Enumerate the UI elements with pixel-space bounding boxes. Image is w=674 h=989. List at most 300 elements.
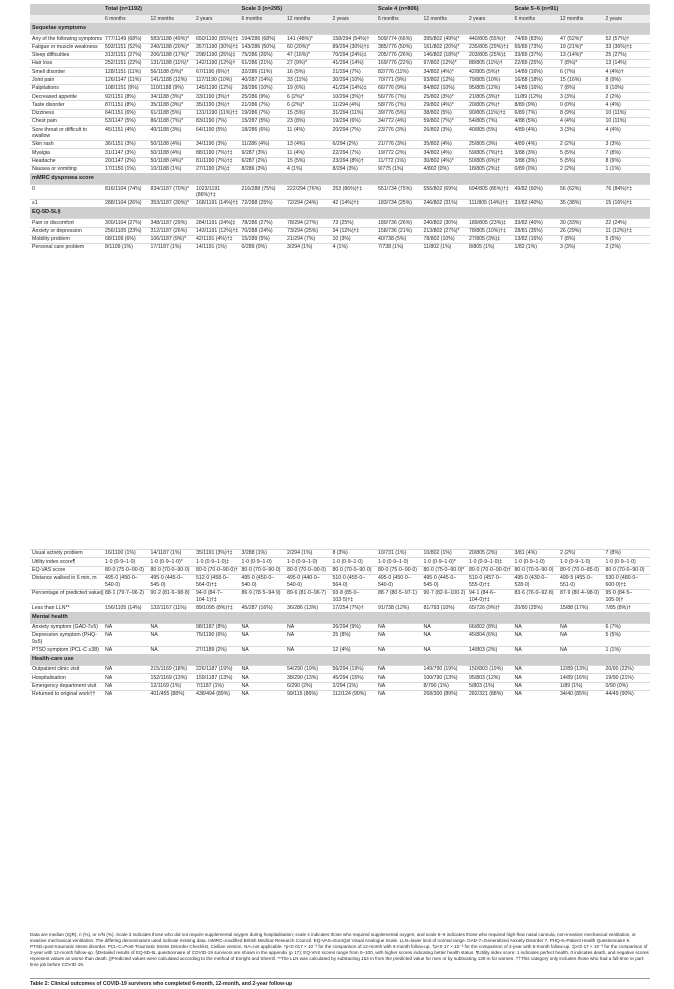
data-cell: 6/287 (2%) [241, 157, 287, 165]
table-row [30, 118, 650, 126]
data-cell: 216/288 (75%) [241, 185, 287, 200]
data-cell: 143/286 (50%) [241, 43, 287, 51]
data-cell: NA [150, 623, 196, 631]
timepoint-header-row [30, 15, 650, 23]
data-cell: 7 (8%)* [559, 60, 605, 68]
data-cell: 80·0 (70·0–90·0) [605, 566, 651, 574]
row-label: Percentage of predicted value|| [30, 589, 104, 604]
data-cell: 19/772 (2%) [377, 149, 423, 157]
data-cell: 64/1151 (6%) [104, 109, 150, 117]
timepoint-header: 12 months [423, 15, 469, 23]
data-cell: NA [559, 646, 605, 654]
data-cell: 1·0 (0·9–1·0) [514, 558, 560, 566]
data-cell: 131/1190 (11%)†‡ [195, 109, 241, 117]
table-row [30, 219, 650, 227]
data-cell: 34/802 (4%)* [423, 68, 469, 76]
data-cell: 14/89 (16%) [514, 68, 560, 76]
data-cell: 79/805 (10%) [468, 76, 514, 84]
data-cell: 9 (10%) [605, 84, 651, 92]
timepoint-header: 12 months [150, 15, 196, 23]
data-cell: NA [377, 690, 423, 698]
data-cell: 97/802 (12%)* [423, 60, 469, 68]
data-cell: 93/802 (12%) [423, 76, 469, 84]
data-cell: 88/1190 (7%)†‡ [195, 149, 241, 157]
table-row [30, 141, 650, 149]
data-cell: 284/1191 (24%)‡ [195, 219, 241, 227]
data-cell: NA [241, 666, 287, 674]
data-cell: 298/1190 (25%)‡ [195, 51, 241, 59]
table-row [30, 51, 650, 59]
data-cell: NA [514, 666, 560, 674]
data-cell: 90·2 (81·6–98·8) [150, 589, 196, 604]
data-cell: 141 (48%)* [286, 35, 332, 43]
data-cell: 14/803 (2%) [468, 646, 514, 654]
row-label: Utility index score¶ [30, 558, 104, 566]
data-cell: 2 (2%) [605, 244, 651, 252]
data-cell: 56/294 (19%) [332, 666, 378, 674]
data-cell: 42 (14%)†‡ [332, 199, 378, 207]
data-cell: 72/288 (25%) [241, 199, 287, 207]
data-cell: 23/294 (8%)† [332, 157, 378, 165]
data-cell: 36/1151 (3%) [104, 141, 150, 149]
data-cell: 14/1191 (1%) [195, 244, 241, 252]
data-cell: 28/286 (10%) [241, 84, 287, 92]
data-cell: 694/805 (86%)†‡ [468, 185, 514, 200]
data-cell: 240/802 (30%) [423, 219, 469, 227]
data-cell: 7 (8%) [559, 235, 605, 243]
table-row [30, 604, 650, 612]
group-header: Scale 5–6 (n=91) [514, 4, 651, 15]
data-cell: 33/82 (40%) [514, 219, 560, 227]
row-label: PTSD symptom (PCL-C ≥38) [30, 646, 104, 654]
data-cell: 357/1190 (30%)†‡ [195, 43, 241, 51]
data-cell: 252/1151 (22%) [104, 60, 150, 68]
data-cell: 83/1190 (7%) [195, 118, 241, 126]
data-cell: NA [241, 631, 287, 646]
data-cell: NA [150, 631, 196, 646]
data-cell: 90·7 (82·6–100·2) [423, 589, 469, 604]
data-cell: 143/1191 (12%)†‡ [195, 227, 241, 235]
table-row [30, 101, 650, 109]
data-cell: 288/1104 (26%) [104, 199, 150, 207]
data-cell: NA [241, 623, 287, 631]
data-cell: 78/286 (27%) [241, 219, 287, 227]
data-cell: NA [423, 631, 469, 646]
table-row [30, 126, 650, 141]
table-footnote: Data are median (IQR), n (%), or n/N (%). Scale 3 indicates those who did not require supplemental oxygen during hospitalisation; scale 4 indicates those who required supplemental oxygen; and scale 5–6 indicates those who required high-flow nasal cannula, non-invasive mechanical ventilation, or invasive mechanical ventilation. The differing denominators used indicate missing data. mMRC=modified British Medical Research Council. EQ-VAS=EuroQol Visual Analogue Scale. LLN=lower limit of normal range. GAD-7=Generalized Anxiety Disorder 7. PHQ-9=Patient Health Questionnaire 9. PTSD=post-traumatic stress disorder. PCL-C=Post-Traumatic Stress Disorder Checklist, Civilian version. NA=not applicable. *p<0·017 × 10⁻³ for the comparison of 12-month with 6-month follow-up. †p<0·17 × 10⁻³ for the comparison of 2-year with 6-month follow-up. ‡p<0·17 × 10⁻³ for the comparison of 2-year with 12-month follow-up. §Detailed results of EQ-5D-5L questionnaire of COVID-19 survivors are shown in the appendix (p 17); EQ-VAS scores range from 0–100, with higher scores indicating better health status. ¶Utility index score: 1 indicates perfect health, 0 indicates death, and negative scores represent values as worse than death. ||Predicted values were calculated according to the method of Enright and Sherrill. **The LLN was calculated by subtracting 153 m from the predicted value for men or by subtracting 139 m for women. ††This category only includes those who had a full-time or part-time job before COVID-19. [30, 932, 649, 967]
data-cell: 78/294 (27%) [286, 219, 332, 227]
table-row [30, 690, 650, 698]
data-cell: 47 (52%)* [559, 35, 605, 43]
table-row [30, 68, 650, 76]
data-cell: NA [104, 646, 150, 654]
data-cell: 2 (2%) [605, 93, 651, 101]
data-cell: 73 (25%) [332, 219, 378, 227]
data-cell: 94·0 (84·7–104·1)†‡ [195, 589, 241, 604]
data-cell: 41/294 (14%)‡ [332, 84, 378, 92]
data-cell: NA [150, 646, 196, 654]
data-cell: 1 (1%) [605, 165, 651, 173]
data-cell: 2 (2%) [559, 141, 605, 149]
data-cell: 1·0 (0·9–1·0)‡ [195, 558, 241, 566]
data-cell: 152/1169 (13%) [150, 674, 196, 682]
table-row [30, 165, 650, 173]
row-label: Any of the following symptoms [32, 35, 103, 42]
data-cell: 15/287 (5%) [241, 118, 287, 126]
data-cell: 21/294 (7%) [332, 68, 378, 76]
data-cell: 58/776 (7%) [377, 101, 423, 109]
data-cell: 8/286 (3%) [241, 165, 287, 173]
data-cell: 75/286 (26%) [241, 51, 287, 59]
data-cell: 3/81 (4%) [514, 550, 560, 558]
data-cell: 495·0 (445·0–545·0) [423, 574, 469, 589]
data-cell: 10/731 (1%) [377, 550, 423, 558]
data-cell: 86·9 (78·5–94·9) [241, 589, 287, 604]
data-cell: 1·0 (0·9–1·0) [559, 558, 605, 566]
data-cell: 8/1109 (1%) [104, 244, 150, 252]
data-cell: 19/294 (6%) [332, 118, 378, 126]
data-cell: 34/772 (4%) [377, 118, 423, 126]
table-top [30, 4, 650, 251]
data-cell: 5 (5%) [559, 157, 605, 165]
data-cell: 353/1187 (30%)* [150, 199, 196, 207]
row-label: Anxiety or depression [30, 227, 104, 235]
corner-cell [30, 4, 104, 15]
data-cell: NA [514, 682, 560, 690]
data-cell: 98/1187 (8%) [195, 623, 241, 631]
row-label: Chest pain [30, 118, 104, 126]
timepoint-header: 2 years [195, 15, 241, 23]
data-cell: 7/1187 (1%) [195, 682, 241, 690]
section-header-row [30, 173, 650, 184]
data-cell: 1·0 (0·9–1·0)* [423, 558, 469, 566]
data-cell: 131/1188 (11%)* [150, 60, 196, 68]
data-cell: 1·0 (0·9–1·0) [332, 558, 378, 566]
data-cell: 5 (5%) [605, 631, 651, 646]
data-cell: 56/1188 (5%)* [150, 68, 196, 76]
data-cell: 99/115 (86%) [286, 690, 332, 698]
table-row [30, 149, 650, 157]
clinical-outcomes-table [30, 4, 650, 251]
data-cell: 12/89 (13%) [559, 666, 605, 674]
data-cell: NA [377, 682, 423, 690]
data-cell: 80·0 (70·0–90·0)† [195, 566, 241, 574]
section-header-row [30, 612, 650, 623]
data-cell: 7 (8%) [605, 550, 651, 558]
data-cell: 11/802 (1%) [423, 244, 469, 252]
data-cell: 86/1188 (7%)* [150, 118, 196, 126]
data-cell: 2 (2%) [559, 165, 605, 173]
row-label: Joint pain [30, 76, 104, 84]
data-cell: NA [286, 623, 332, 631]
table-row [30, 157, 650, 165]
data-cell: 81/1190 (7%)†‡ [195, 157, 241, 165]
data-cell: 50/1188 (4%)* [150, 157, 196, 165]
data-cell: 56/776 (7%) [377, 93, 423, 101]
data-cell: 348/1187 (29%) [150, 219, 196, 227]
data-cell: NA [104, 631, 150, 646]
table-row [30, 60, 650, 68]
row-label: Anxiety symptom (GAD-7≥5) [30, 623, 104, 631]
data-cell: 8 (9%) [605, 76, 651, 84]
data-cell: 80·0 (75·0–90·0) [377, 566, 423, 574]
row-label: Outpatient clinic visit [30, 666, 104, 674]
data-cell: NA [514, 646, 560, 654]
data-cell: 50/1188 (4%) [150, 141, 196, 149]
data-cell: 495·0 (445·0–545·0) [150, 574, 196, 589]
data-cell: 282/321 (88%) [468, 690, 514, 698]
data-cell: 4 (1%) [332, 244, 378, 252]
data-cell: 777/1149 (68%) [104, 35, 150, 43]
data-cell: 438/494 (89%) [195, 690, 241, 698]
data-cell: 81/793 (10%) [423, 604, 469, 612]
data-cell: 8/294 (3%) [332, 165, 378, 173]
row-label: Decreased appetite [30, 93, 104, 101]
data-cell: 7 (8%) [559, 84, 605, 92]
group-header: Total (n=1192) [104, 4, 241, 15]
data-cell: 6/290 (2%) [286, 682, 332, 690]
data-cell: 15 (16%)†‡ [605, 199, 651, 207]
data-cell: NA [241, 674, 287, 682]
data-cell: 169/776 (22%) [377, 60, 423, 68]
table-row [30, 185, 650, 200]
table-row [30, 574, 650, 589]
data-cell: 300/1104 (27%) [104, 219, 150, 227]
data-cell: 93·8 (85·0–103·5)†‡ [332, 589, 378, 604]
data-cell: NA [559, 623, 605, 631]
row-label: Returned to original work†† [30, 690, 104, 698]
data-cell: 13 (4%) [286, 141, 332, 149]
data-cell: 3/88 (3%) [514, 149, 560, 157]
data-cell: 1/89 (1%) [559, 682, 605, 690]
data-cell: 834/1187 (70%)* [150, 185, 196, 200]
data-cell: 54/805 (7%) [468, 118, 514, 126]
data-cell: NA [377, 623, 423, 631]
data-cell: 80·0 (70·0–90·0) [150, 566, 196, 574]
data-cell: 80·0 (70·0–90·0) [332, 566, 378, 574]
data-cell: 7/738 (1%) [377, 244, 423, 252]
data-cell: 87·9 (80·4–98·0) [559, 589, 605, 604]
data-cell: 246/802 (31%) [423, 199, 469, 207]
data-cell: NA [286, 631, 332, 646]
data-cell: 33/1190 (3%)† [195, 93, 241, 101]
row-label: 0 [30, 185, 104, 200]
data-cell: 87/1151 (8%) [104, 101, 150, 109]
data-cell: 66/776 (9%) [377, 84, 423, 92]
data-cell: 27/1189 (2%) [195, 646, 241, 654]
data-cell: 40/805 (5%) [468, 126, 514, 141]
data-cell: 59/802 (7%)* [423, 118, 469, 126]
data-cell: NA [423, 646, 469, 654]
data-cell: 3 (3%) [559, 244, 605, 252]
data-cell: 10 (11%) [605, 109, 651, 117]
data-cell: 34/1188 (3%)* [150, 93, 196, 101]
data-cell: 111/805 (14%)†‡ [468, 199, 514, 207]
group-header: Scale 3 (n=295) [241, 4, 378, 15]
section-header-row [30, 207, 650, 218]
data-cell: 1·0 (0·9–1·0) [241, 558, 287, 566]
data-cell: 22/89 (25%) [514, 60, 560, 68]
data-cell: 145/1190 (12%) [195, 84, 241, 92]
data-cell: 312/1187 (26%) [150, 227, 196, 235]
data-cell: 13 (14%)* [559, 51, 605, 59]
data-cell: 17/1187 (1%) [150, 244, 196, 252]
data-cell: 35 (38%) [559, 199, 605, 207]
data-cell: 50/805 (6%)† [468, 157, 514, 165]
data-cell: 54/290 (19%) [286, 666, 332, 674]
data-cell: NA [377, 631, 423, 646]
data-cell: 1·0 (0·9–1·0)‡ [468, 558, 514, 566]
data-cell: 61/286 (21%) [241, 60, 287, 68]
data-cell: 0/90 (0%) [605, 682, 651, 690]
data-cell: 29/802 (4%)* [423, 101, 469, 109]
data-cell: 4/89 (4%) [514, 141, 560, 149]
data-cell: 0/89 (0%) [514, 165, 560, 173]
data-cell: 150/803 (19%) [468, 666, 514, 674]
data-cell: 88·1 (79·7–96·2) [104, 589, 150, 604]
group-header-row [30, 4, 650, 15]
data-cell: 5 (5%) [559, 149, 605, 157]
row-label: Less than LLN** [30, 604, 104, 612]
data-cell: 39/776 (5%) [377, 109, 423, 117]
data-cell: 7/85 (8%)† [605, 604, 651, 612]
row-label: Palpitations [30, 84, 104, 92]
data-cell: 10/294 (3%)† [332, 93, 378, 101]
data-cell: 25 (8%) [332, 631, 378, 646]
data-cell: 8/89 (9%) [514, 101, 560, 109]
data-cell: 8/805 (1%) [468, 244, 514, 252]
data-cell: 45/804 (6%) [468, 631, 514, 646]
data-cell: 94·1 (84·6–104·0)†‡ [468, 589, 514, 604]
data-cell: 35/802 (4%) [423, 141, 469, 149]
data-cell: 60 (20%)* [286, 43, 332, 51]
timepoint-header: 6 months [377, 15, 423, 23]
timepoint-header: 2 years [605, 15, 651, 23]
data-cell: 33/89 (37%) [514, 51, 560, 59]
data-cell: 495·0 (440·0–540·0) [286, 574, 332, 589]
data-cell: 4/88 (5%) [514, 118, 560, 126]
data-cell: 240/1188 (20%)* [150, 43, 196, 51]
data-cell: 56 (62%) [559, 185, 605, 200]
row-label: Skin rash [30, 141, 104, 149]
data-cell: 141/1188 (12%) [150, 76, 196, 84]
data-cell: NA [104, 682, 150, 690]
data-cell: 4 (4%)† [605, 68, 651, 76]
table-row [30, 43, 650, 51]
data-cell: 11/89 (12%) [514, 93, 560, 101]
data-cell: 2 (2%) [559, 550, 605, 558]
data-cell: 25/802 (3%)* [423, 93, 469, 101]
data-cell: 95/803 (12%) [468, 674, 514, 682]
data-cell: 13/82 (16%) [514, 235, 560, 243]
data-cell: 4 (1%) [286, 165, 332, 173]
data-cell: 31/1147 (3%) [104, 149, 150, 157]
row-label: Dizziness [30, 109, 104, 117]
data-cell: 1·0 (0·9–1·0) [286, 558, 332, 566]
data-cell: 1 (1%) [605, 646, 651, 654]
data-cell: 33 (11%) [286, 76, 332, 84]
data-cell: 19 (6%) [286, 84, 332, 92]
data-cell: 83·6 (76·0–92·8) [514, 589, 560, 604]
data-cell: 5/803 (1%) [468, 682, 514, 690]
data-cell: 2/294 (1%) [286, 550, 332, 558]
data-cell: 509/774 (66%) [377, 35, 423, 43]
row-label: Taste disorder [30, 101, 104, 109]
data-cell: 23 (8%) [286, 118, 332, 126]
table-row [30, 244, 650, 252]
data-cell: 89/1095 (8%)†‡ [195, 604, 241, 612]
section-header-row [30, 23, 650, 34]
data-cell: 108/1151 (9%) [104, 84, 150, 92]
data-cell: 183/734 (25%) [377, 199, 423, 207]
data-cell: 4 (4%) [605, 126, 651, 141]
data-cell: NA [241, 646, 287, 654]
data-cell: 30/294 (10%) [332, 76, 378, 84]
table-row [30, 558, 650, 566]
data-cell: 3/88 (3%) [514, 157, 560, 165]
data-cell: 9/287 (3%) [241, 149, 287, 157]
data-cell: NA [104, 690, 150, 698]
data-cell: 34 (12%)†‡ [332, 227, 378, 235]
data-cell: 90/805 (11%)†‡ [468, 109, 514, 117]
data-cell: 23/776 (3%) [377, 126, 423, 141]
row-label: Myalgia [30, 149, 104, 157]
data-cell: 495·0 (450·0–540·0) [241, 574, 287, 589]
data-cell: 30 (33%) [559, 219, 605, 227]
data-cell: 556/802 (69%) [423, 185, 469, 200]
row-label: Smell disorder [30, 68, 104, 76]
data-cell: 20/80 (25%) [514, 604, 560, 612]
table-row [30, 35, 650, 43]
data-cell: 126/1147 (11%) [104, 76, 150, 84]
corner-cell [30, 15, 104, 23]
data-cell: 89·6 (81·0–96·7) [286, 589, 332, 604]
data-cell: 34/802 (4%) [423, 149, 469, 157]
data-cell: 15 (5%) [286, 109, 332, 117]
data-cell: 10 (11%) [605, 118, 651, 126]
data-cell: 10/1188 (1%) [150, 165, 196, 173]
row-label: Personal care problem [30, 244, 104, 252]
data-cell: 73/294 (25%) [286, 227, 332, 235]
section-title: Sequelae symptoms [30, 23, 650, 34]
data-cell: 27 (9%)* [286, 60, 332, 68]
data-cell: 117/1190 (10%) [195, 76, 241, 84]
data-cell: 76 (84%)†‡ [605, 185, 651, 200]
data-cell: 95·0 (84·5–105·9)† [605, 589, 651, 604]
data-cell: 226/1187 (19%) [195, 666, 241, 674]
data-cell: 7 (8%) [605, 149, 651, 157]
table-row [30, 566, 650, 574]
data-cell: 235/805 (29%)†‡ [468, 43, 514, 51]
data-cell: 53/1147 (5%) [104, 118, 150, 126]
data-cell: NA [104, 666, 150, 674]
data-cell: 1·0 (0·9–1·0) [377, 558, 423, 566]
data-cell: 530·0 (480·0–600·0)†‡ [605, 574, 651, 589]
data-cell: 0 (0%) [559, 101, 605, 109]
data-cell: 3 (3%) [605, 141, 651, 149]
data-cell: NA [377, 646, 423, 654]
data-cell: 13 (14%) [605, 60, 651, 68]
data-cell: 14/1187 (1%) [150, 550, 196, 558]
data-cell: 385/776 (50%) [377, 43, 423, 51]
data-cell: 89/294 (30%)†‡ [332, 43, 378, 51]
table-row [30, 227, 650, 235]
data-cell: 20/294 (7%) [332, 126, 378, 141]
data-cell: 80·0 (70·0–90·0) [286, 566, 332, 574]
data-cell: 70/771 (9%) [377, 76, 423, 84]
data-cell: 88/805 (11%)† [468, 60, 514, 68]
data-cell: 44/49 (90%) [605, 690, 651, 698]
